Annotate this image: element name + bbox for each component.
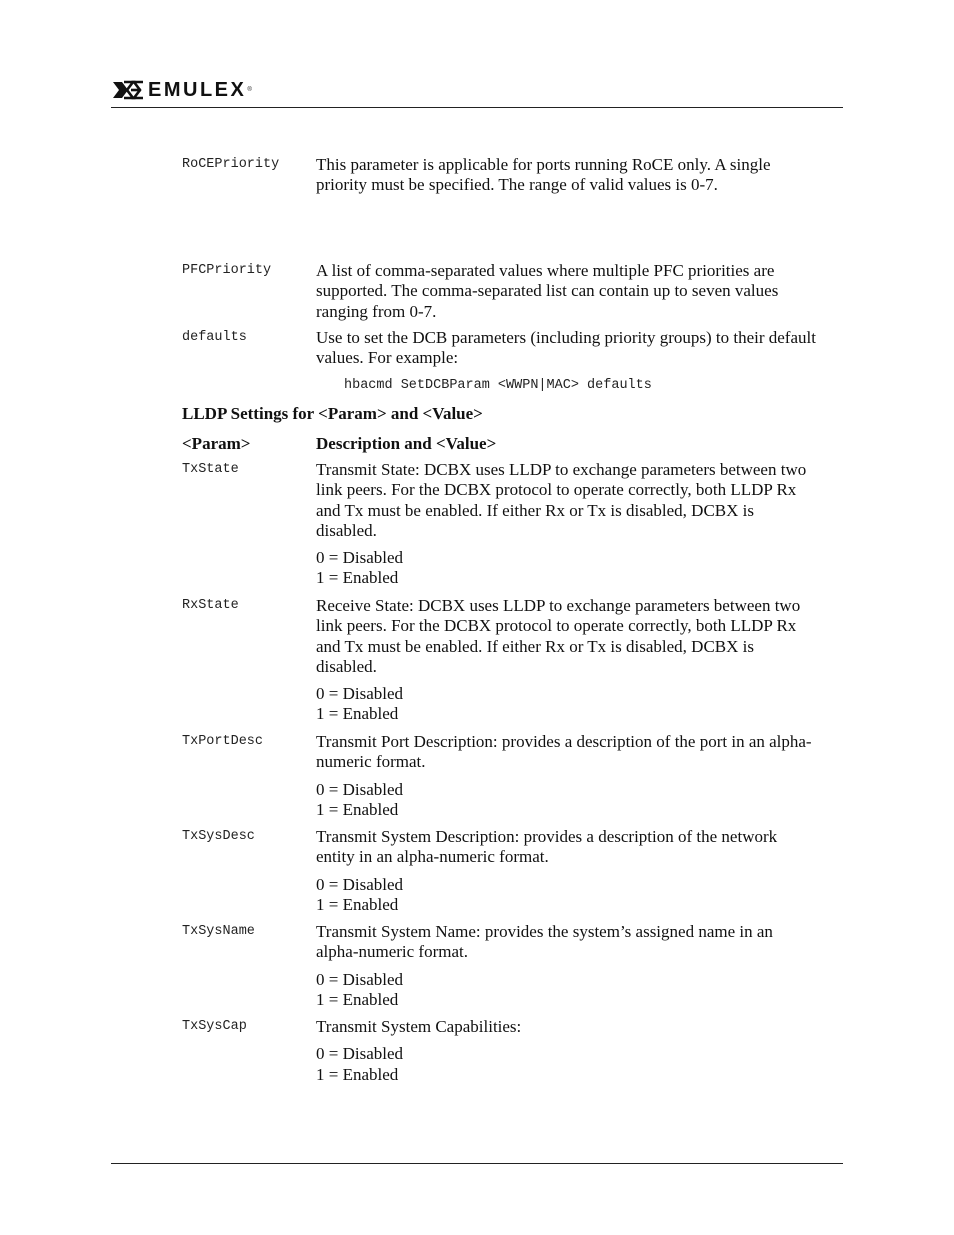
column-header-param: <Param> bbox=[182, 434, 251, 453]
emulex-logo-mark-icon bbox=[111, 79, 145, 101]
param-name: TxSysCap bbox=[182, 1019, 247, 1034]
brand-name: EMULEX bbox=[148, 78, 247, 101]
value-disabled: 0 = Disabled bbox=[316, 874, 404, 894]
param-description: Transmit State: DCBX uses LLDP to exchange parameters between two link peers. For the DCBX protocol to operate correctly, both LLDP Rx and Tx must be enabled. If either Rx or Tx is disabled, DCBX is disabled. 0 = Disabled 1 = Enabled bbox=[316, 460, 816, 589]
code-example: hbacmd SetDCBParam <WWPN|MAC> defaults bbox=[344, 378, 652, 393]
param-description: Receive State: DCBX uses LLDP to exchange parameters between two link peers. For the DCBX protocol to operate correctly, both LLDP Rx and Tx must be enabled. If either Rx or Tx is disabled, DCBX is disabled. 0 = Disabled 1 = Enabled bbox=[316, 596, 816, 725]
value-enabled: 1 = Enabled bbox=[316, 989, 399, 1009]
param-name: RxState bbox=[182, 598, 239, 613]
value-enabled: 1 = Enabled bbox=[316, 894, 399, 914]
value-disabled: 0 = Disabled bbox=[316, 548, 404, 568]
param-description: Transmit System Description: provides a description of the network entity in an alpha-numeric format. 0 = Disabled 1 = Enabled bbox=[316, 827, 816, 915]
trademark-symbol: ® bbox=[247, 87, 252, 93]
value-enabled: 1 = Enabled bbox=[316, 1064, 399, 1084]
param-description: Use to set the DCB parameters (including priority groups) to their default values. For example: bbox=[316, 328, 816, 368]
param-name: TxState bbox=[182, 462, 239, 477]
param-name: TxSysDesc bbox=[182, 829, 255, 844]
param-name: PFCPriority bbox=[182, 263, 272, 278]
emulex-logo bbox=[111, 78, 252, 102]
param-name: TxPortDesc bbox=[182, 734, 264, 749]
param-description: This parameter is applicable for ports running RoCE only. A single priority must be specified. The range of valid values is 0-7. bbox=[316, 155, 771, 195]
param-description: A list of comma-separated values where multiple PFC priorities are supported. The comma-separated list can contain up to seven values ranging from 0-7. bbox=[316, 261, 779, 321]
value-disabled: 0 = Disabled bbox=[316, 779, 404, 799]
value-disabled: 0 = Disabled bbox=[316, 969, 404, 989]
header-divider bbox=[111, 107, 843, 108]
param-name: TxSysName bbox=[182, 924, 255, 939]
value-enabled: 1 = Enabled bbox=[316, 704, 399, 724]
param-description: Transmit Port Description: provides a description of the port in an alpha-numeric format. 0 = Disabled 1 = Enabled bbox=[316, 732, 816, 820]
value-disabled: 0 = Disabled bbox=[316, 684, 404, 704]
section-heading: LLDP Settings for <Param> and <Value> bbox=[182, 404, 483, 423]
value-enabled: 1 = Enabled bbox=[316, 568, 399, 588]
value-enabled: 1 = Enabled bbox=[316, 799, 399, 819]
param-name: RoCEPriority bbox=[182, 157, 280, 172]
param-description: Transmit System Capabilities: 0 = Disabled 1 = Enabled bbox=[316, 1017, 816, 1085]
param-name: defaults bbox=[182, 330, 247, 345]
column-header-description: Description and <Value> bbox=[316, 434, 497, 453]
param-description: Transmit System Name: provides the system’s assigned name in an alpha-numeric format. 0 = Disabled 1 = Enabled bbox=[316, 922, 816, 1010]
value-disabled: 0 = Disabled bbox=[316, 1044, 404, 1064]
footer-divider bbox=[111, 1163, 843, 1164]
